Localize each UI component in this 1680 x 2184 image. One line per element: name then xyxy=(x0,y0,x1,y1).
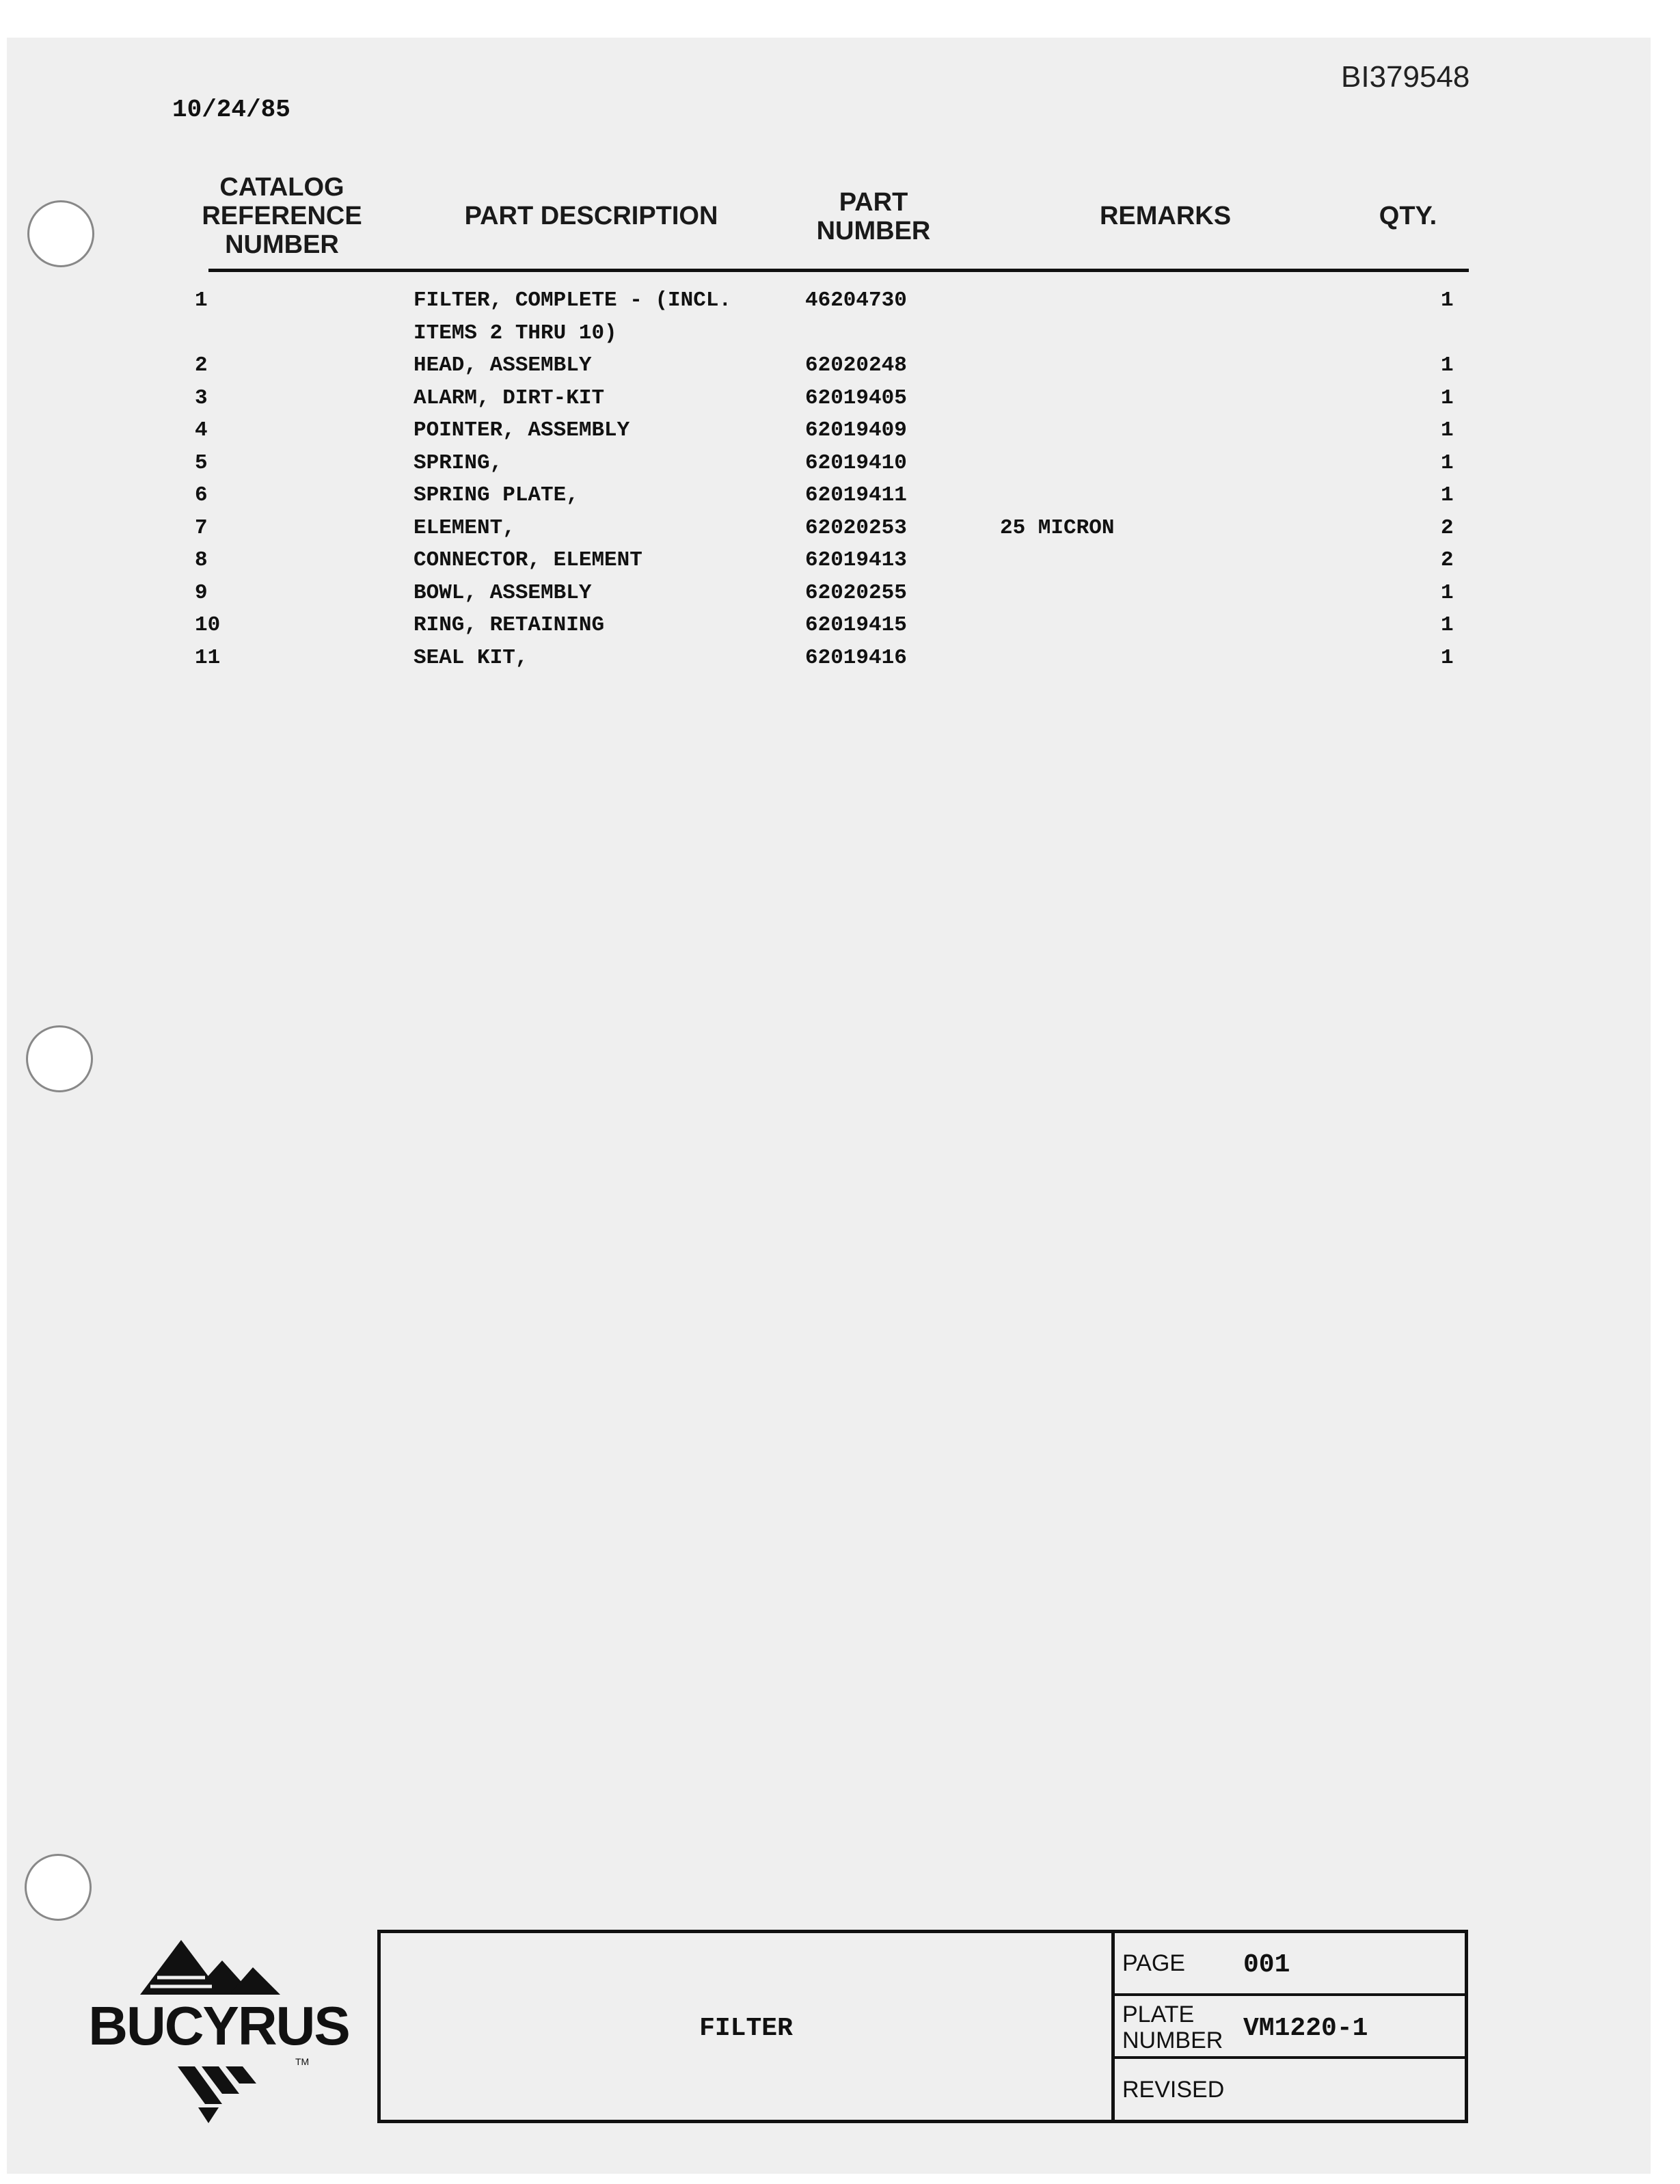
table-row xyxy=(0,581,1680,614)
table-row xyxy=(0,353,1680,386)
row-ref: 7 xyxy=(195,515,208,540)
header-catalog-reference: CATALOG REFERENCE NUMBER xyxy=(202,173,362,259)
table-row xyxy=(0,548,1680,581)
row-part-number: 62019413 xyxy=(805,548,907,572)
row-description: POINTER, ASSEMBLY xyxy=(414,418,630,442)
row-part-number: 62020255 xyxy=(805,580,907,605)
revised-label: REVISED xyxy=(1122,2077,1225,2103)
row-part-number: 62019416 xyxy=(805,645,907,670)
row-part-number: 62019405 xyxy=(805,386,907,410)
table-row xyxy=(0,451,1680,484)
row-part-number: 62019410 xyxy=(805,450,907,475)
page-label: PAGE xyxy=(1122,1950,1185,1976)
table-row xyxy=(0,646,1680,679)
header-part-number: PART NUMBER xyxy=(816,188,931,245)
table-row xyxy=(0,516,1680,549)
row-description: ITEMS 2 THRU 10) xyxy=(414,321,617,345)
row-description: HEAD, ASSEMBLY xyxy=(414,353,592,377)
binder-hole-bottom xyxy=(25,1854,92,1921)
page-number: 001 xyxy=(1243,1950,1290,1980)
row-part-number: 46204730 xyxy=(805,288,907,312)
plate-title: FILTER xyxy=(699,2014,793,2043)
row-qty: 2 xyxy=(1441,515,1454,540)
row-ref: 11 xyxy=(195,645,221,670)
table-row xyxy=(0,483,1680,516)
row-qty: 2 xyxy=(1441,548,1454,572)
row-qty: 1 xyxy=(1441,386,1454,410)
row-part-number: 62020248 xyxy=(805,353,907,377)
row-description: SEAL KIT, xyxy=(414,645,528,670)
table-row xyxy=(0,386,1680,419)
header-rule xyxy=(208,269,1469,272)
row-ref: 4 xyxy=(195,418,208,442)
row-qty: 1 xyxy=(1441,580,1454,605)
row-description: BOWL, ASSEMBLY xyxy=(414,580,592,605)
plate-number-label: PLATE NUMBER xyxy=(1122,2001,1223,2053)
row-ref: 6 xyxy=(195,483,208,507)
document-id: BI379548 xyxy=(1341,60,1470,94)
logo-wordmark: BUCYRUS xyxy=(88,1995,349,2056)
row-qty: 1 xyxy=(1441,288,1454,312)
binder-hole-top xyxy=(27,200,94,267)
plate-number: VM1220-1 xyxy=(1243,2014,1368,2043)
table-row xyxy=(0,288,1680,321)
row-part-number: 62019411 xyxy=(805,483,907,507)
row-description: ELEMENT, xyxy=(414,515,515,540)
document-date: 10/24/85 xyxy=(172,96,290,124)
header-qty: QTY. xyxy=(1379,202,1437,230)
binder-hole-middle xyxy=(26,1025,93,1092)
title-block-rule-2 xyxy=(1115,2056,1465,2059)
row-qty: 1 xyxy=(1441,645,1454,670)
row-qty: 1 xyxy=(1441,450,1454,475)
row-part-number: 62019409 xyxy=(805,418,907,442)
table-row xyxy=(0,418,1680,451)
row-ref: 1 xyxy=(195,288,208,312)
row-qty: 1 xyxy=(1441,353,1454,377)
header-part-description: PART DESCRIPTION xyxy=(464,202,718,230)
row-qty: 1 xyxy=(1441,483,1454,507)
row-ref: 3 xyxy=(195,386,208,410)
title-block-rule-1 xyxy=(1115,1993,1465,1996)
row-ref: 5 xyxy=(195,450,208,475)
row-ref: 2 xyxy=(195,353,208,377)
row-part-number: 62020253 xyxy=(805,515,907,540)
bucyrus-logo xyxy=(75,1940,362,2125)
row-qty: 1 xyxy=(1441,418,1454,442)
row-description: ALARM, DIRT-KIT xyxy=(414,386,605,410)
row-ref: 9 xyxy=(195,580,208,605)
header-remarks: REMARKS xyxy=(1099,202,1232,230)
title-block-divider xyxy=(1111,1933,1115,2120)
row-description: CONNECTOR, ELEMENT xyxy=(414,548,642,572)
row-description: RING, RETAINING xyxy=(414,613,605,637)
title-block xyxy=(377,1930,1468,2123)
row-description: FILTER, COMPLETE - (INCL. xyxy=(414,288,732,312)
row-ref: 10 xyxy=(195,613,221,637)
table-row xyxy=(0,613,1680,646)
row-qty: 1 xyxy=(1441,613,1454,637)
logo-trademark: TM xyxy=(295,2056,310,2067)
row-part-number: 62019415 xyxy=(805,613,907,637)
row-description: SPRING, xyxy=(414,450,503,475)
row-ref: 8 xyxy=(195,548,208,572)
row-description: SPRING PLATE, xyxy=(414,483,579,507)
row-remarks: 25 MICRON xyxy=(1000,515,1115,540)
table-row xyxy=(0,321,1680,354)
